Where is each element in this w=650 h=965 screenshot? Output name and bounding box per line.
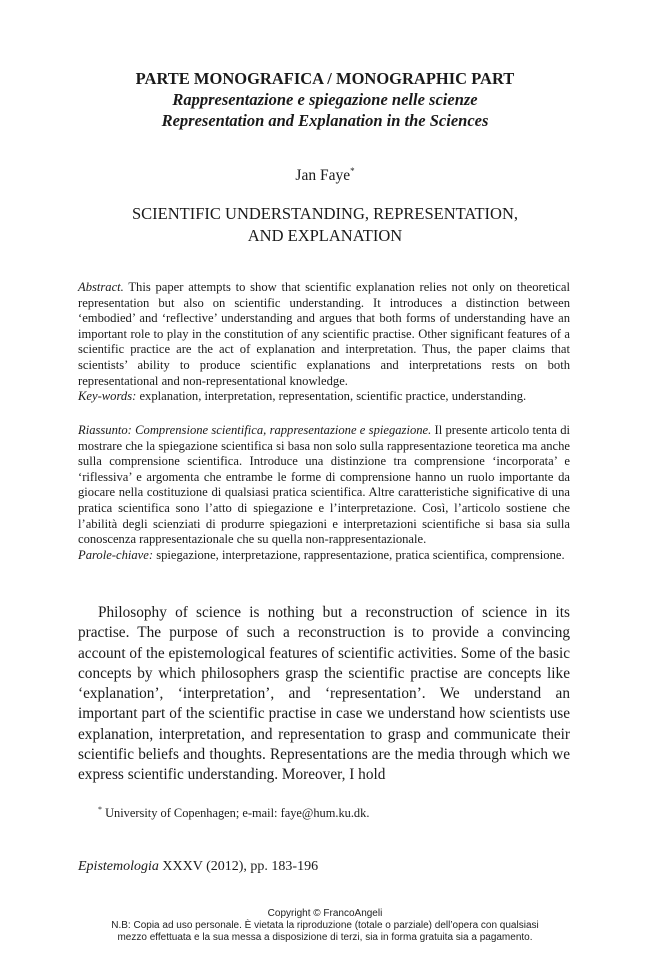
article-title-line-1: SCIENTIFIC UNDERSTANDING, REPRESENTATION, bbox=[131, 204, 519, 223]
riassunto-text: Il presente articolo tenta di mostrare che la spiegazione scientifica si basa non solo sulla rappresentazione teoretica ma anche sulla comprensione scientifica. Introduce una distinzione tra comprensione ‘incorporata’ e ‘riflessiva’ e argomenta che entrambe le forme di comprensione hanno un ruolo importante da giocare nella costituzione di qualsiasi pratica scientifica. Altre caratteristiche significative di una pratica scientifica sono l’atto di spiegazione e l’interpretazione. Così, l’articolo sostiene che l’abilità degli scienziati di produrre spiegazioni e interpretazioni scientifiche si basa sia sulla conoscenza rappresentazionale che su quella non-rappresentazionale. bbox=[78, 423, 570, 547]
copyright-notice-1: N.B: Copia ad uso personale. È vietata la riproduzione (totale o parziale) dell’opera con qualsiasi bbox=[111, 920, 539, 931]
copyright-notice-2: mezzo effettuata e la sua messa a disposizione di terzi, sia in forma gratuita sia a pagamento. bbox=[117, 932, 533, 943]
journal-name: Epistemologia bbox=[78, 859, 159, 874]
footnote-mark: * bbox=[98, 805, 102, 814]
section-header: PARTE MONOGRAFICA / MONOGRAPHIC PART bbox=[135, 69, 515, 88]
body-paragraph: Philosophy of science is nothing but a reconstruction of science in its practise. The purpose of such a reconstruction is to provide a convincing account of the epistemological features of scientific activities. Some of the basic concepts by which philosophers grasp the scientific practise are concepts like ‘explanation’, ‘interpretation’, and ‘representation’. We understand an important part of the scientific practise in case we understand how scientists use explanation, interpretation, and representation to grasp and communicate their scientific beliefs and thoughts. Representations are the media through which we express scientific understanding. Moreover, I hold bbox=[78, 604, 570, 784]
riassunto bbox=[78, 423, 570, 563]
author-footnote-mark: * bbox=[350, 166, 355, 176]
parole-chiave-text: spiegazione, interpretazione, rappresentazione, pratica scientifica, comprensione. bbox=[153, 547, 565, 562]
journal-citation bbox=[78, 859, 318, 875]
journal-volume-pages: XXXV (2012), pp. 183-196 bbox=[158, 859, 319, 874]
footnote-text: University of Copenhagen; e-mail: faye@hum.ku.dk. bbox=[102, 806, 370, 821]
keywords-label: Key-words: bbox=[78, 389, 137, 404]
keywords-text: explanation, interpretation, representation, scientific practice, understanding. bbox=[136, 389, 527, 404]
abstract-text: This paper attempts to show that scientific explanation relies not only on theoretical representation but also on scientific understanding. It introduces a distinction between ‘embodied’ and ‘reflective’ understanding and argues that both forms of understanding have an important role to play in the constitution of any scientific practise. Other significant features of a scientific practice are the act of explanation and interpretation. Thus, the paper claims that scientists’ ability to produce scientific explanations and interpretations rests on both representational and non-representational knowledge. bbox=[78, 280, 570, 388]
article-title bbox=[0, 203, 650, 247]
parole-chiave-label: Parole-chiave: bbox=[78, 547, 154, 562]
section-subtitle-en: Representation and Explanation in the Sciences bbox=[161, 111, 489, 130]
abstract bbox=[78, 280, 570, 405]
author bbox=[0, 166, 650, 185]
abstract-label: Abstract. bbox=[78, 280, 124, 294]
author-name: Jan Faye bbox=[295, 167, 351, 185]
riassunto-label: Riassunto: Comprensione scientifica, rappresentazione e spiegazione. bbox=[78, 423, 432, 437]
section-subtitle-it: Rappresentazione e spiegazione nelle scienze bbox=[172, 90, 478, 109]
article-title-line-2: AND EXPLANATION bbox=[247, 226, 403, 245]
copyright-line: Copyright © FrancoAngeli bbox=[267, 908, 383, 919]
footnote bbox=[98, 805, 578, 821]
